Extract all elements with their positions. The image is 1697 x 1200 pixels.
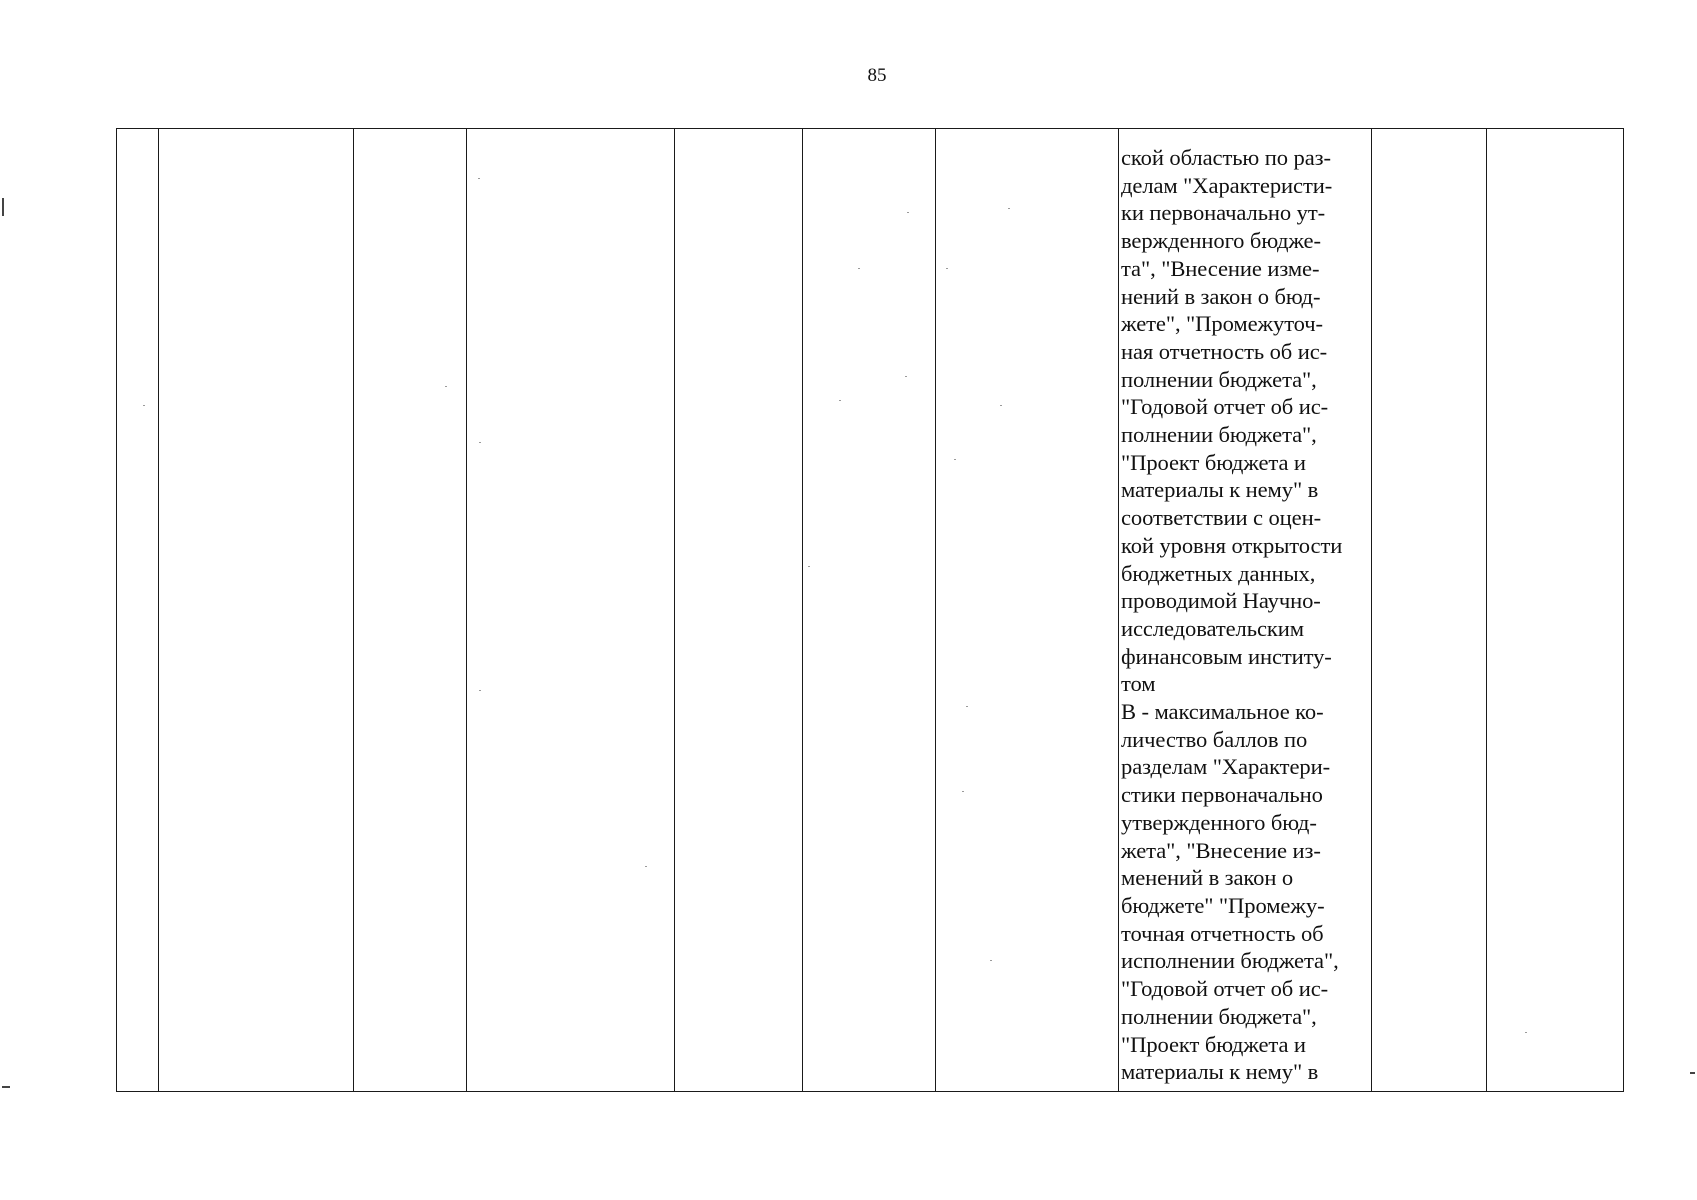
column-divider-7: [1118, 129, 1119, 1091]
description-line: утвержденного бюд-: [1121, 809, 1317, 835]
column-divider-1: [158, 129, 159, 1091]
column-divider-8: [1371, 129, 1372, 1091]
description-line: "Проект бюджета и: [1121, 449, 1306, 475]
description-line: исследовательским: [1121, 615, 1304, 641]
description-line: ная отчетность об ис-: [1121, 338, 1328, 364]
scan-edge-mark: [1690, 1072, 1695, 1074]
description-line: жета", "Внесение из-: [1121, 837, 1321, 863]
description-line: ской областью по раз-: [1121, 145, 1331, 170]
scan-speck: [907, 212, 909, 213]
description-line: бюджетных данных,: [1121, 560, 1316, 586]
scan-speck: [966, 706, 968, 707]
description-line: В - максимальное ко-: [1121, 699, 1324, 725]
column-divider-2: [353, 129, 354, 1091]
indicator-description-cell: [1121, 144, 1371, 1086]
column-divider-5: [802, 129, 803, 1091]
description-line: материалы к нему" в: [1121, 1059, 1319, 1085]
description-line: "Годовой отчет об ис-: [1121, 976, 1329, 1002]
scan-speck: [839, 400, 841, 401]
scan-speck: [946, 268, 948, 269]
description-line: том: [1121, 671, 1156, 697]
description-line: "Проект бюджета и: [1121, 1031, 1306, 1057]
scan-edge-mark: [2, 1086, 10, 1088]
description-line: жете", "Промежуточ-: [1121, 311, 1323, 337]
description-line: полнении бюджета",: [1121, 422, 1317, 448]
description-line: личество баллов по: [1121, 726, 1308, 752]
description-line: полнении бюджета",: [1121, 366, 1317, 392]
scan-speck: [1008, 208, 1010, 209]
scan-speck: [478, 178, 480, 179]
description-line: вержденного бюдже-: [1121, 228, 1321, 254]
scan-speck: [954, 459, 956, 460]
description-line: бюджете" "Промежу-: [1121, 892, 1325, 918]
column-divider-3: [466, 129, 467, 1091]
description-line: полнении бюджета",: [1121, 1003, 1317, 1029]
column-divider-6: [935, 129, 936, 1091]
scan-speck: [962, 791, 964, 792]
scan-speck: [905, 376, 907, 377]
description-line: кой уровня открытости: [1121, 532, 1343, 558]
scan-speck: [858, 268, 860, 269]
description-line: та", "Внесение изме-: [1121, 255, 1320, 281]
description-line: разделам "Характери-: [1121, 754, 1331, 780]
column-divider-4: [674, 129, 675, 1091]
description-line: "Годовой отчет об ис-: [1121, 394, 1329, 420]
scan-speck: [445, 386, 447, 387]
description-line: делам "Характеристи-: [1121, 172, 1333, 198]
scan-speck: [479, 442, 481, 443]
scan-speck: [479, 690, 481, 691]
scan-speck: [990, 960, 992, 961]
column-divider-9: [1486, 129, 1487, 1091]
description-line: стики первоначально: [1121, 782, 1323, 808]
description-line: менений в закон о: [1121, 865, 1294, 891]
scan-speck: [1525, 1032, 1527, 1033]
scan-speck: [808, 566, 810, 567]
scan-edge-mark: [2, 198, 4, 216]
description-line: ки первоначально ут-: [1121, 200, 1326, 226]
description-line: материалы к нему" в: [1121, 477, 1319, 503]
description-line: нений в закон о бюд-: [1121, 283, 1321, 309]
description-line: соответствии с оцен-: [1121, 505, 1322, 531]
description-line: проводимой Научно-: [1121, 588, 1321, 614]
description-line: финансовым институ-: [1121, 643, 1332, 669]
continuation-table: [116, 128, 1624, 1092]
description-line: исполнении бюджета",: [1121, 948, 1339, 974]
scan-speck: [645, 866, 647, 867]
scan-speck: [1000, 405, 1002, 406]
description-line: точная отчетность об: [1121, 920, 1324, 946]
page-number: 85: [867, 65, 887, 86]
scan-speck: [143, 405, 145, 406]
